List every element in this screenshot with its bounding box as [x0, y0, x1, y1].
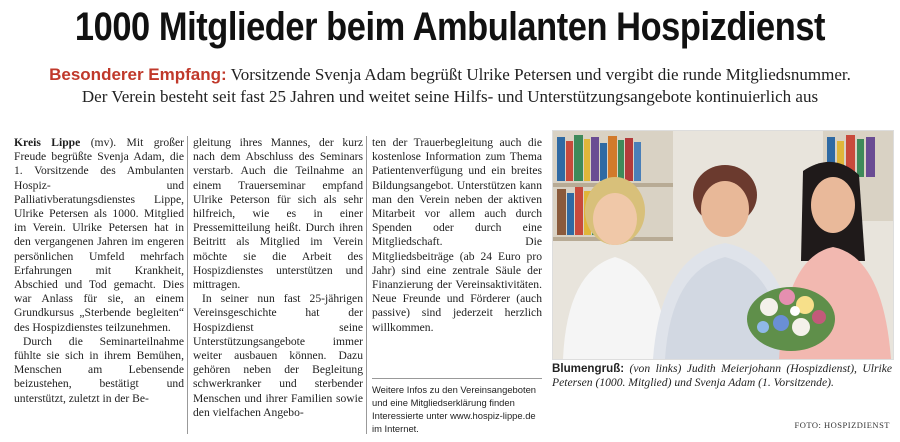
- caption-lead: Blumengruß:: [552, 362, 625, 375]
- paragraph: Durch die Seminarteilnahme fühlte sie sich in ihrem Bemühen, Menschen am Lebensende beizustehen, bestätigt und unterstützt, zuletzt in der Be-: [14, 334, 184, 405]
- paragraph: gleitung ihres Mannes, der kurz nach dem Abschluss des Seminars verstarb. Auch die Teilnahme an einem Trauerseminar empfand Ulrike Peterson für sich als sehr hilfreich, wie es in einer Pressemitteilung heißt. Durch ihren Beitritt als Mitglied im Verein möchte sie die Arbeit des Hospizdienstes unterstützen und mittragen.: [193, 136, 363, 292]
- paragraph: [14, 136, 184, 335]
- photo-credit: FOTO: HOSPIZDIENST: [794, 420, 890, 430]
- article-photo: [552, 130, 894, 360]
- subheadline: [0, 64, 900, 108]
- caption-text: (von links) Judith Meierjohann (Hospizdienst), Ulrike Petersen (1000. Mitglied) und Svenja Adam (1. Vorsitzende).: [552, 362, 892, 389]
- column-divider: [187, 136, 188, 434]
- photo-illustration: [553, 131, 893, 359]
- info-box: Weitere Infos zu den Vereinsangeboten und eine Mitgliedserklärung finden Interessierte unter www.hospiz-lippe.de im Internet.: [372, 378, 542, 435]
- headline: 1000 Mitglieder beim Ambulanten Hospizdienst: [74, 5, 826, 49]
- subline-text-2: Der Verein besteht seit fast 25 Jahren und weitet seine Hilfs- und Unterstützungsangebote kontinuierlich aus: [81, 87, 819, 106]
- flower-bouquet: [747, 287, 835, 351]
- article-column-1: [14, 136, 184, 406]
- photo-caption: [552, 362, 892, 390]
- column-divider: [366, 136, 367, 434]
- paragraph: ten der Trauerbegleitung auch die kostenlose Information zum Thema Patientenverfügung und ein breites Bildungsangebot. Unterstützen kann man den Verein neben der aktiven Mitarbeit vor allem auch durch Spenden oder durch eine Mitgliedschaft. Die Mitgliedsbeiträge (ab 24 Euro pro Jahr) sind eine zentrale Säule der Finanzierung der Vereinsaktivitäten. Neue Freunde und Förderer (auch passive) sind jederzeit herzlich willkommen.: [372, 136, 542, 334]
- paragraph: In seiner nun fast 25-jährigen Vereinsgeschichte hat der Hospizdienst seine Unterstützungsangebote immer weiter ausbauen können. Dazu gehören neben der Begleitung schwerkranker und sterbender Menschen und ihrer Familien sowie den vielfachen Angebo-: [193, 292, 363, 419]
- article-column-3: [372, 136, 542, 335]
- article-column-2: [193, 136, 363, 420]
- subline-text-1: Vorsitzende Svenja Adam begrüßt Ulrike Petersen und vergibt die runde Mitgliedsnummer.: [226, 65, 851, 84]
- paragraph-text: (mv). Mit großer Freude begrüßte Svenja Adam, die 1. Vorsitzende des Ambulanten Hospiz- und Palliativberatungsdienstes Lippe, Ulrike Petersen als 1000. Mitglied im Verein. Ulrike Petersen hat in den vergangenen Jahren im engeren persönlichen Umfeld mehrfach Erfahrungen mit Krankheit, Abschied und Tod gemacht. Dies war Anlass für sie, an einem Grundkursus „Sterbende begleiten“ des Hospizdienstes teilzunehmen.: [14, 136, 184, 334]
- kicker: Besonderer Empfang:: [49, 65, 227, 84]
- dateline: Kreis Lippe: [14, 136, 81, 149]
